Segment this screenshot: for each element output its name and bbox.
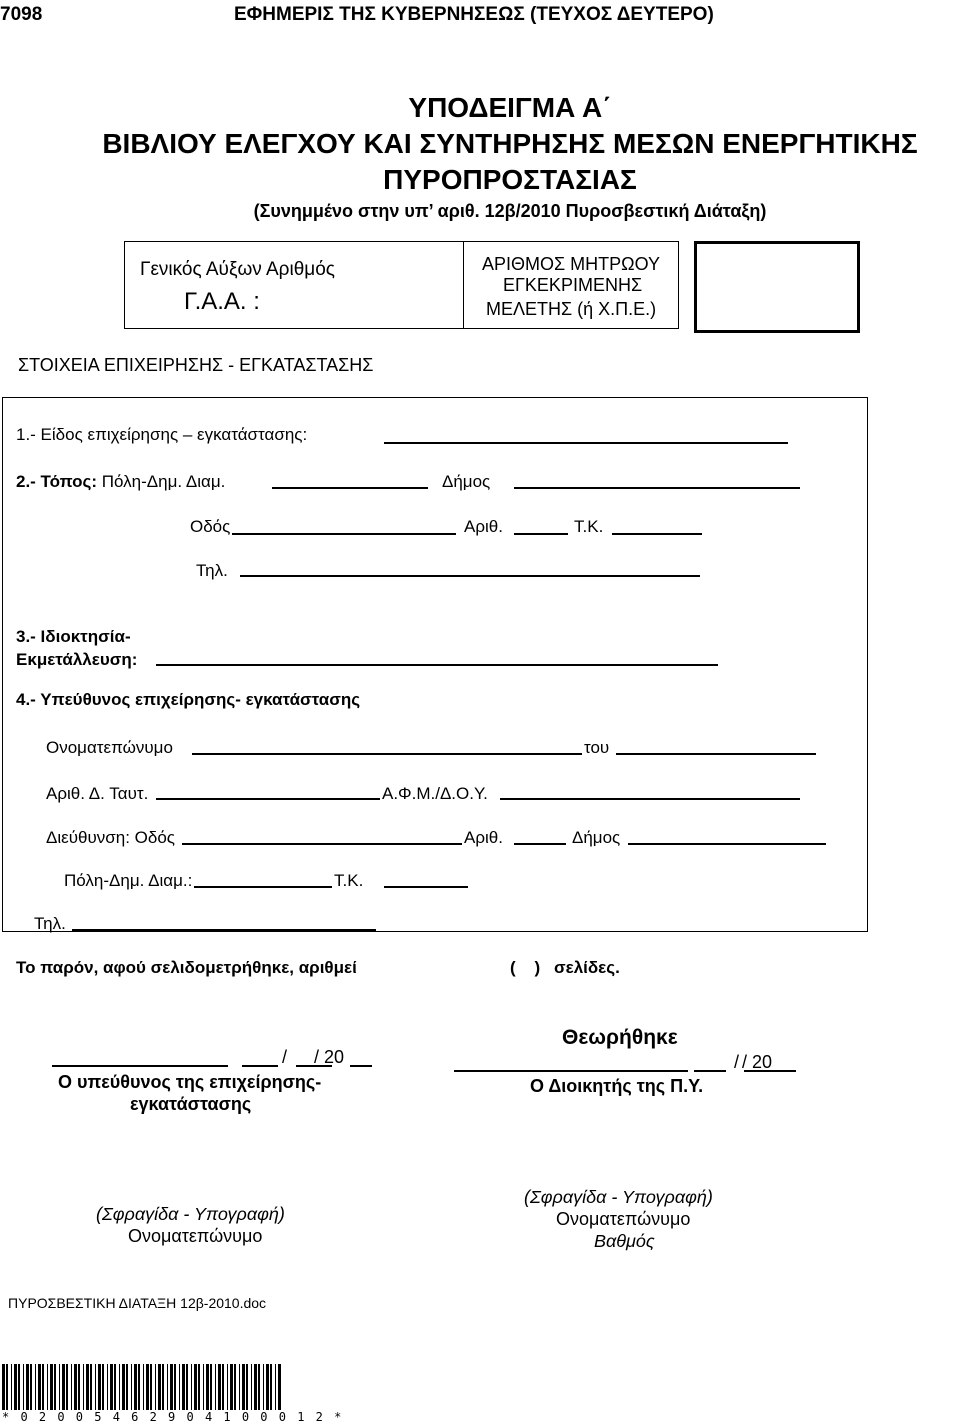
field-address-label: Διεύθυνση: Οδός [46,828,175,847]
header-box [124,241,464,329]
field-address-postal-line[interactable] [384,886,468,888]
field-father-label: του [584,738,610,757]
field-location-prefix: 2.- Τόπος: [16,472,98,491]
field-postal-label: Τ.Κ. [574,517,604,536]
registry-line2: ΕΓΚΕΚΡΙΜΕΝΗΣ [503,275,643,295]
field-ownership-label-2: Εκμετάλλευση: [16,650,138,669]
field-responsible-label: 4.- Υπεύθυνος επιχείρησης- εγκατάστασης [16,690,361,709]
field-business-type-label: 1.- Είδος επιχείρησης – εγκατάστασης: [16,425,308,444]
pages-count-field[interactable]: ( ) [510,958,541,977]
registry-line1: ΑΡΙΘΜΟΣ ΜΗΤΡΩΟΥ [482,254,661,274]
title-book: ΒΙΒΛΙΟΥ ΕΛΕΓΧΟΥ ΚΑΙ ΣΥΝΤΗΡΗΣΗΣ ΜΕΣΩΝ ΕΝΕΡΓΗΤΙΚΗΣ [102,128,918,159]
left-date-sep2: / 20 [314,1047,345,1067]
field-municipality-label: Δήμος [442,472,491,491]
right-approved: Θεωρήθηκε [562,1026,678,1049]
field-fullname-label: Ονοματεπώνυμο [46,738,173,757]
footer-filename: ΠΥΡΟΣΒΕΣΤΙΚΗ ΔΙΑΤΑΞΗ 12β-2010.doc [8,1295,267,1311]
left-role-line1: Ο υπεύθυνος της επιχείρησης- [58,1072,322,1092]
registry-number-field[interactable] [694,241,860,333]
field-street-line[interactable] [232,533,456,535]
field-address-street-line[interactable] [182,843,462,845]
field-tax-line[interactable] [500,798,800,800]
right-stamp: (Σφραγίδα - Υπογραφή) [524,1187,713,1207]
field-address-postal-label: Τ.Κ. [334,871,364,890]
left-name: Ονοματεπώνυμο [128,1226,263,1246]
left-role-line2: εγκατάστασης [130,1094,252,1114]
right-date-sep2: / 20 [742,1052,773,1072]
field-number-line[interactable] [514,533,568,535]
field-id-label: Αριθ. Δ. Ταυτ. [46,784,149,803]
field-business-type-line[interactable] [384,442,788,444]
field-location-city-label: Πόλη-Δημ. Διαμ. [101,472,226,491]
left-date-year-line[interactable] [350,1065,372,1067]
left-stamp: (Σφραγίδα - Υπογραφή) [96,1204,285,1224]
title-fire: ΠΥΡΟΠΡΟΣΤΑΣΙΑΣ [383,164,637,195]
field-street-label: Οδός [190,517,231,536]
barcode-text: * 0 2 0 0 5 4 6 2 9 0 4 1 0 0 0 1 2 * [2,1410,344,1424]
field-tax-label: Α.Φ.Μ./Δ.Ο.Υ. [382,784,488,803]
right-date-year-line[interactable] [776,1070,796,1072]
right-role: Ο Διοικητής της Π.Υ. [530,1076,704,1096]
barcode-graphic [2,1364,284,1410]
field-fullname-line[interactable] [192,753,582,755]
field-address-number-line[interactable] [514,843,566,845]
right-rank: Βαθμός [594,1231,655,1251]
field-address-city-label: Πόλη-Δημ. Διαμ.: [64,871,193,890]
gaa-label: Γ.Α.Α. : [184,288,260,315]
subtitle: (Συνημμένο στην υπ’ αριθ. 12β/2010 Πυροσβεστική Διάταξη) [253,201,767,221]
field-address-municipality-label: Δήμος [572,828,621,847]
page-number: 7098 [0,4,43,25]
field-phone-label: Τηλ. [196,561,228,580]
registry-line3: ΜΕΛΕΤΗΣ (ή Χ.Π.Ε.) [486,299,657,319]
gazette-title: ΕΦΗΜΕΡΙΣ ΤΗΣ ΚΥΒΕΡΝΗΣΕΩΣ (ΤΕΥΧΟΣ ΔΕΥΤΕΡΟ) [234,4,714,25]
right-name: Ονοματεπώνυμο [556,1209,691,1229]
field-father-line[interactable] [616,753,816,755]
field-address-number-label: Αριθ. [464,828,503,847]
field-city-line[interactable] [272,487,428,489]
field-address-municipality-line[interactable] [628,843,826,845]
field-ownership-line[interactable] [156,664,718,666]
pages-statement: Το παρόν, αφού σελιδομετρήθηκε, αριθμεί [16,958,357,977]
right-date-sep1: / [734,1052,740,1072]
title-sample: ΥΠΟΔΕΙΓΜΑ Α΄ [408,92,612,123]
field-address-phone-label: Τηλ. [34,914,66,933]
field-address-phone-line[interactable] [72,929,376,931]
section-title: ΣΤΟΙΧΕΙΑ ΕΠΙΧΕΙΡΗΣΗΣ - ΕΓΚΑΤΑΣΤΑΣΗΣ [18,355,374,375]
field-location-label [16,472,225,492]
field-phone-line[interactable] [240,575,700,577]
left-date-sep1: / [282,1047,288,1067]
field-id-line[interactable] [156,798,380,800]
field-municipality-line[interactable] [514,487,800,489]
field-number-label: Αριθ. [464,517,503,536]
field-address-city-line[interactable] [194,886,332,888]
field-postal-line[interactable] [612,533,702,535]
right-signature-line[interactable] [454,1070,688,1072]
field-ownership-label-1: 3.- Ιδιοκτησία- [16,627,131,646]
pages-word: σελίδες. [554,958,620,977]
general-number-label: Γενικός Αύξων Αριθμός [140,259,335,280]
left-signature-line[interactable] [52,1065,228,1067]
right-date-day-line[interactable] [694,1070,726,1072]
left-date-day-line[interactable] [242,1065,278,1067]
